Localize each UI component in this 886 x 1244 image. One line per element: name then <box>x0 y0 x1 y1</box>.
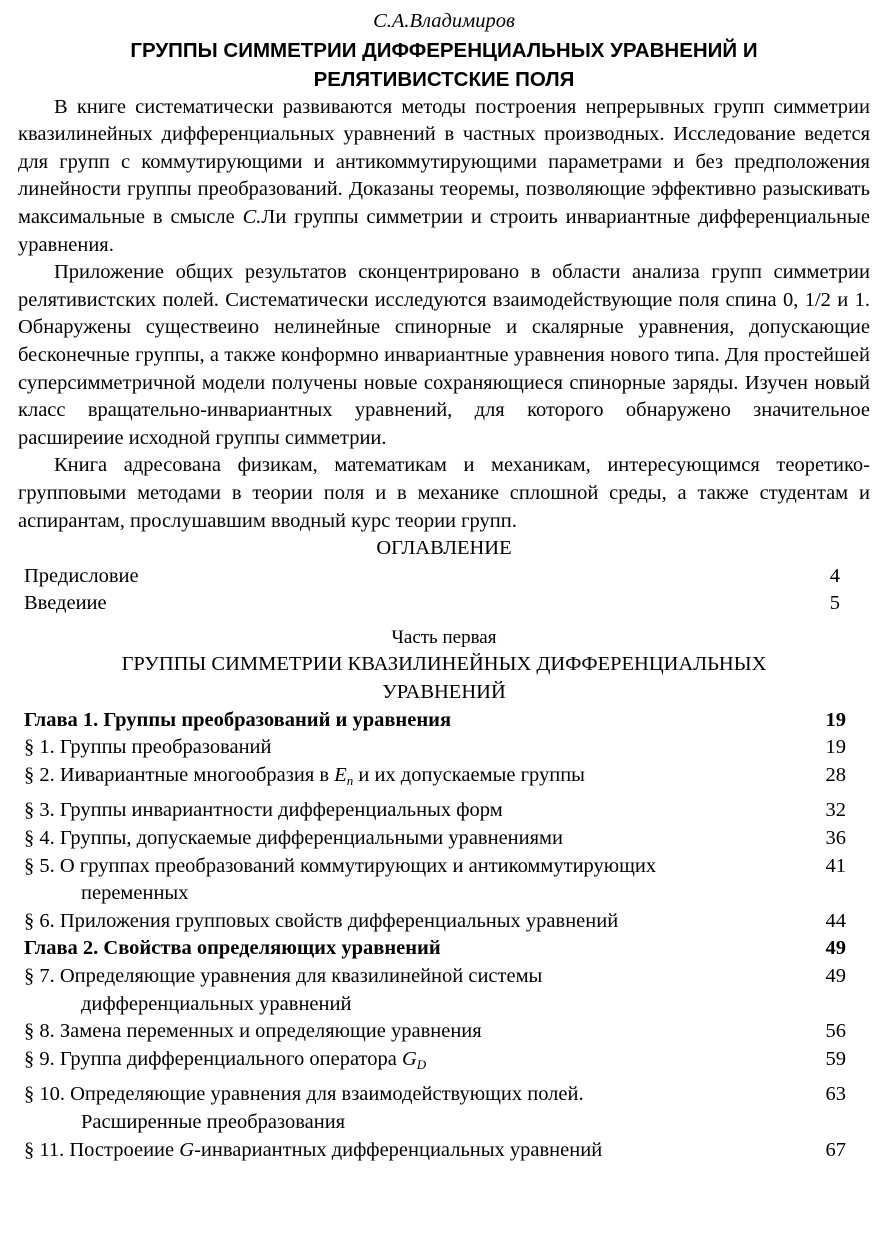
toc-chapter-1: Глава 1. Группы преобразований и уравнения 19 <box>24 708 846 731</box>
author-initial: С. <box>242 205 262 228</box>
toc-entry-introduction: Введеиие 5 <box>24 592 840 615</box>
document-page <box>18 8 870 1164</box>
toc-section-2: § 2. Иивариантные многообразия в $E_n$ и их допускаемые группы 28 <box>24 763 846 788</box>
abstract-paragraph-2: Приложение общих результатов сконцентрировано в области анализа групп симметрии релятивистских полей. Систематически исследуются взаимодействующие поля спина 0, 1/2 и 1. Обнаружены существеино нелинейные спинорные и скалярные уравнения, допускающие бесконечные группы, а также конформно инвариантные уравнения нового типа. Для простейшей суперсимметричной модели получены новые сохраняющиеся спинорные заряды. Изучен новый класс вращательно-инвариантных уравнений, для которого обнаружено значительное расширеиие исходной группы симметрии. <box>18 261 870 449</box>
toc-section-4: § 4. Группы, допускаемые дифференциальными уравнениями 36 <box>24 827 846 850</box>
toc-section-3: § 3. Группы инвариантности дифференциальных форм 32 <box>24 799 846 822</box>
book-title-line-2: РЕЛЯТИВИСТСКИЕ ПОЛЯ <box>313 67 575 91</box>
book-title-line-1: ГРУППЫ СИММЕТРИИ ДИФФЕРЕНЦИАЛЬНЫХ УРАВНЕНИЙ И <box>130 38 758 62</box>
abstract-paragraph-1: В книге систематически развиваются методы построения непрерывных групп симметрии квазилинейных дифференциальных уравнений в частных производных. Исследование ведется для групп с коммутирующими и антикоммутирующими параметрами и без предположения линейности группы преобразований. Доказаны теоремы, позволяющие эффективно разыскивать максимальные в смысле С.Ли группы симметрии и строить инвариантные дифференциальные уравнения. <box>18 95 871 256</box>
part-title-line-1: ГРУППЫ СИММЕТРИИ КВАЗИЛИНЕЙНЫХ ДИФФЕРЕНЦИАЛЬНЫХ <box>121 653 767 676</box>
toc-heading: ОГЛАВЛЕНИЕ <box>376 537 512 560</box>
toc-section-7: § 7. Определяющие уравнения для квазилинейной системы дифференциальных уравнений 49 <box>24 965 846 1015</box>
toc-chapter-2: Глава 2. Свойства определяющих уравнений 49 <box>24 937 846 960</box>
toc-section-5: § 5. О группах преобразований коммутирующих и антикоммутирующих переменных 41 <box>24 854 846 905</box>
part-title-line-2: УРАВНЕНИЙ <box>382 681 506 704</box>
author-name: С.А.Владимиров <box>373 10 515 32</box>
toc-section-8: § 8. Замена переменных и определяющие уравнения 56 <box>24 1020 846 1043</box>
toc-section-10: § 10. Определяющие уравнения для взаимодействующих полей. Расширенные преобразования 63 <box>24 1083 846 1133</box>
toc-entry-preface: Предисловие 4 <box>24 564 840 587</box>
toc-section-1: § 1. Группы преобразований 19 <box>24 736 846 759</box>
abstract-paragraph-3: Книга адресована физикам, математикам и механикам, интересующимся теоретико-групповыми методами в теории поля и в механике сплошной среды, а также студентам и аспирантам, прослушавшим вводный курс теории групп. <box>18 454 870 532</box>
part-label: Часть первая <box>391 626 497 648</box>
toc-section-6: § 6. Приложения групповых свойств дифференциальных уравнений 44 <box>24 909 846 932</box>
toc-section-9: § 9. Группа дифференциального оператора $G_D$ 59 <box>24 1047 846 1072</box>
toc-section-11: § 11. Построеиие G-инвариантных дифференциальных уравнений 67 <box>24 1138 846 1161</box>
